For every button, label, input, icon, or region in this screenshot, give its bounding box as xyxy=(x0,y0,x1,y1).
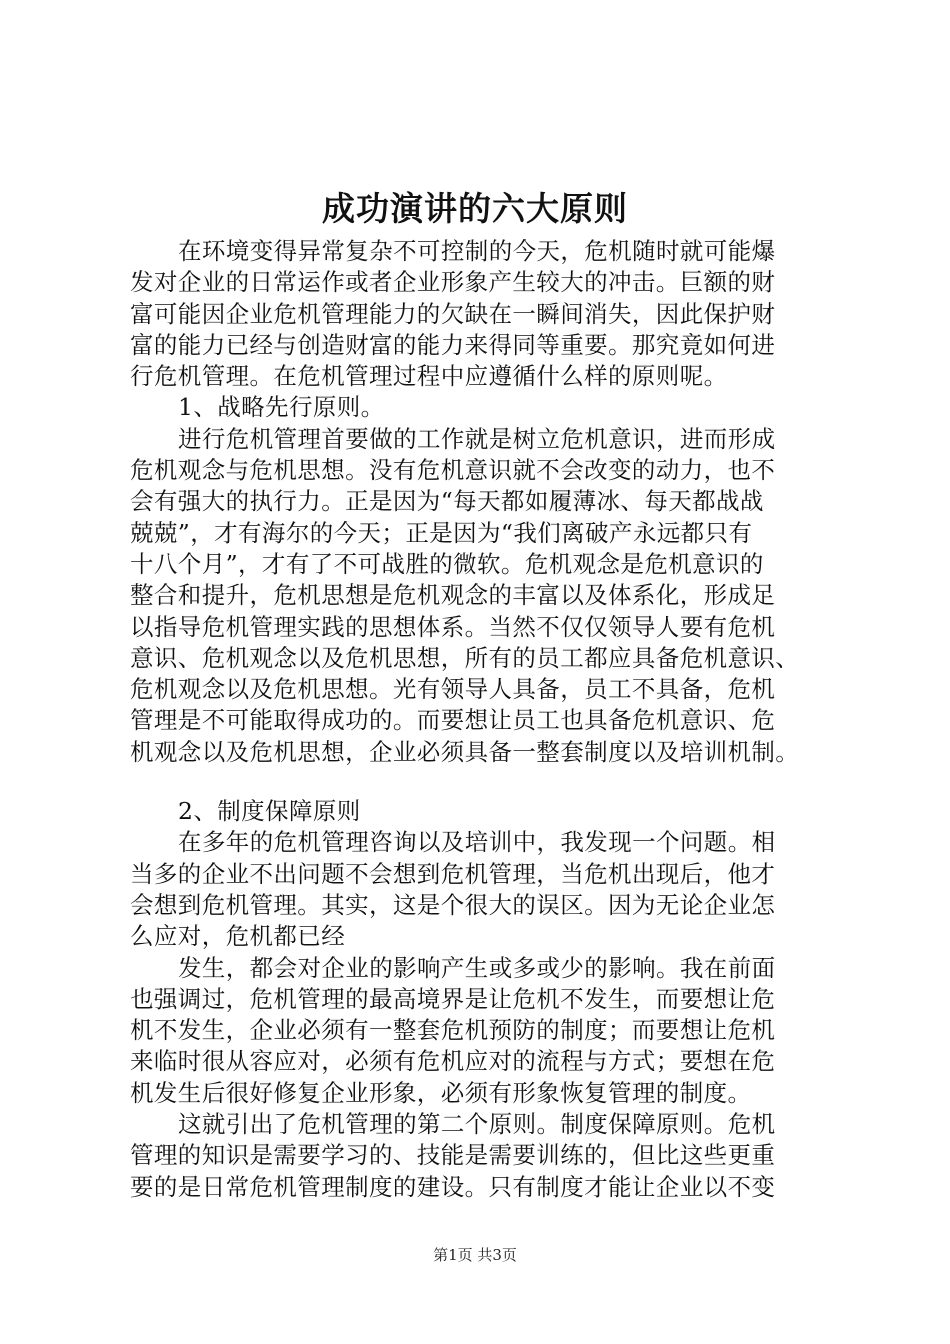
paragraph-line: 也强调过，危机管理的最高境界是让危机不发生，而要想让危 xyxy=(130,984,776,1013)
document-title: 成功演讲的六大原则 xyxy=(322,189,628,228)
paragraph-line: 会想到危机管理。其实，这是个很大的误区。因为无论企业怎 xyxy=(130,890,776,919)
paragraph-line: 管理是不可能取得成功的。而要想让员工也具备危机意识、危 xyxy=(130,706,776,735)
paragraph-line: 兢兢”，才有海尔的今天；正是因为“我们离破产永远都只有 xyxy=(130,518,753,547)
paragraph-line: 要的是日常危机管理制度的建设。只有制度才能让企业以不变 xyxy=(130,1172,776,1201)
paragraph-line: 意识、危机观念以及危机思想，所有的员工都应具备危机意识、 xyxy=(130,643,800,672)
paragraph-line: 在环境变得异常复杂不可控制的今天，危机随时就可能爆 xyxy=(178,237,776,265)
paragraph-line: 富可能因企业危机管理能力的欠缺在一瞬间消失，因此保护财 xyxy=(130,299,776,328)
paragraph-line: 机发生后很好修复企业形象，必须有形象恢复管理的制度。 xyxy=(130,1078,752,1107)
paragraph-line: 机观念以及危机思想，企业必须具备一整套制度以及培训机制。 xyxy=(130,737,800,766)
page-footer: 第1页 共3页 xyxy=(433,1246,517,1264)
paragraph-line: 危机观念与危机思想。没有危机意识就不会改变的动力，也不 xyxy=(130,456,776,485)
paragraph-line: 富的能力已经与创造财富的能力来得同等重要。那究竟如何进 xyxy=(130,330,776,359)
paragraph-line: 来临时很从容应对，必须有危机应对的流程与方式；要想在危 xyxy=(130,1047,776,1076)
paragraph-line: 么应对，危机都已经 xyxy=(130,922,346,951)
document-body xyxy=(130,236,835,1203)
paragraph-line: 十八个月”，才有了不可战胜的微软。危机观念是危机意识的 xyxy=(130,549,764,578)
paragraph-line: 发对企业的日常运作或者企业形象产生较大的冲击。巨额的财 xyxy=(130,268,776,297)
paragraph-line: 整合和提升，危机思想是危机观念的丰富以及体系化，形成足 xyxy=(130,581,776,610)
paragraph-line: 在多年的危机管理咨询以及培训中，我发现一个问题。相 xyxy=(178,828,776,857)
paragraph-line: 这就引出了危机管理的第二个原则。制度保障原则。危机 xyxy=(178,1110,776,1139)
paragraph-line: 以指导危机管理实践的思想体系。当然不仅仅领导人要有危机 xyxy=(130,612,776,641)
paragraph-line: 管理的知识是需要学习的、技能是需要训练的，但比这些更重 xyxy=(130,1141,776,1170)
paragraph-gap xyxy=(130,768,835,796)
paragraph-line: 当多的企业不出问题不会想到危机管理，当危机出现后，他才 xyxy=(130,859,776,888)
section-heading: 2、制度保障原则 xyxy=(178,797,361,826)
paragraph-line: 危机观念以及危机思想。光有领导人具备，员工不具备，危机 xyxy=(130,675,776,704)
section-heading: 1、战略先行原则。 xyxy=(178,393,385,422)
paragraph-line: 会有强大的执行力。正是因为“每天都如履薄冰、每天都战战 xyxy=(130,487,764,516)
paragraph-line: 行危机管理。在危机管理过程中应遵循什么样的原则呢。 xyxy=(130,362,728,391)
paragraph-line: 发生，都会对企业的影响产生或多或少的影响。我在前面 xyxy=(178,953,776,982)
paragraph-line: 机不发生，企业必须有一整套危机预防的制度；而要想让危机 xyxy=(130,1016,776,1045)
paragraph-line: 进行危机管理首要做的工作就是树立危机意识，进而形成 xyxy=(178,424,776,453)
